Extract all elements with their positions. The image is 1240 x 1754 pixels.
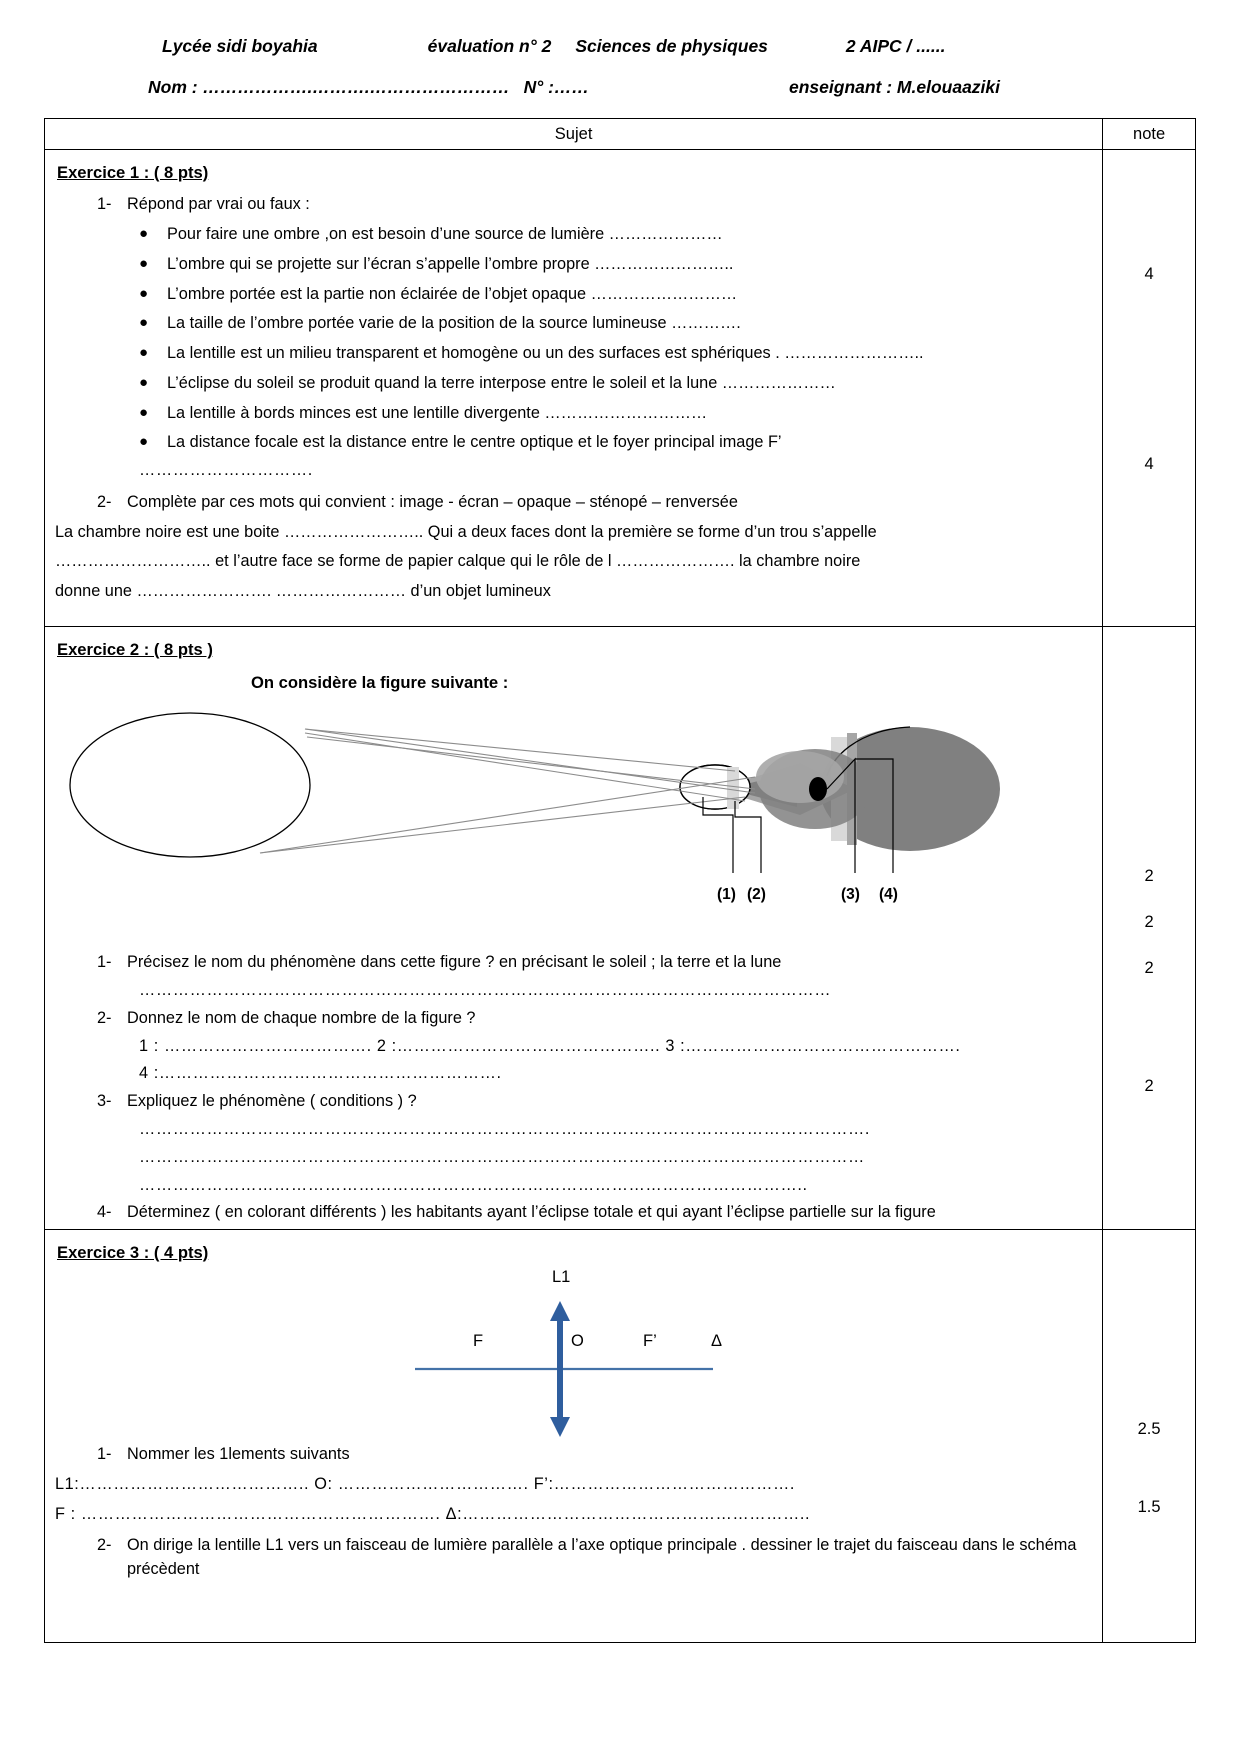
figure-2-title: On considère la figure suivante : <box>251 673 509 693</box>
light-ray <box>260 797 745 853</box>
statement-text: L’ombre portée est la partie non éclairée de l’objet opaque ……………………… <box>167 284 738 303</box>
figure-label-3: (3) <box>841 886 860 904</box>
light-ray <box>305 729 755 793</box>
list-item <box>139 430 1092 455</box>
sun-ellipse <box>70 713 310 857</box>
student-name-field[interactable]: Nom : ……………….……….…………………… <box>148 77 510 97</box>
question-text: Déterminez ( en colorant différents ) les habitants ayant l’éclipse totale et qui ayant l’éclipse partielle sur la figure <box>127 1203 936 1222</box>
exercise-3-question-1 <box>97 1442 1092 1467</box>
bullet-icon: ● <box>139 284 149 302</box>
answer-dots[interactable]: F : ………………………………………………………. Δ:…………………………………………………….. <box>55 1504 811 1523</box>
eclipse-diagram-svg <box>55 697 1085 945</box>
column-header-sujet: Sujet <box>45 119 1103 150</box>
figure-label-2: (2) <box>747 886 766 904</box>
statement-text: La lentille est un milieu transparent et homogène ou un des surfaces est sphériques . …………………….. <box>167 344 924 363</box>
question-text: Répond par vrai ou faux : <box>127 195 310 214</box>
exercise-2-notes <box>1103 626 1196 1229</box>
header-line-1 <box>44 36 1196 57</box>
teacher-name: enseignant : M.elouaaziki <box>789 77 1001 97</box>
bullet-icon: ● <box>139 224 149 242</box>
student-number-field[interactable]: N° :…… <box>523 77 589 97</box>
exercise-1-title: Exercice 1 : ( 8 pts) <box>57 163 209 182</box>
note-value: 4 <box>1144 455 1154 473</box>
optical-center-label: O <box>571 1332 584 1351</box>
answer-dots[interactable]: …………………………. <box>139 461 313 480</box>
lens-arrow-down <box>550 1417 570 1437</box>
evaluation-number: évaluation n° 2 <box>427 36 552 56</box>
column-header-note: note <box>1103 119 1196 150</box>
exercise-2-question-4 <box>97 1200 1092 1225</box>
exercise-3-title: Exercice 3 : ( 4 pts) <box>57 1243 209 1263</box>
bullet-icon: ● <box>139 403 149 421</box>
statement-text: La distance focale est la distance entre le centre optique et le foyer principal image F’ <box>167 433 782 452</box>
leader-line-2 <box>735 801 761 873</box>
class-name: 2 AIPC / ...... <box>845 36 946 56</box>
subject-name: Sciences de physiques <box>575 36 768 56</box>
exercise-2-question-1 <box>97 950 1092 975</box>
question-number: 4- <box>97 1203 112 1222</box>
note-value: 4 <box>1144 265 1154 283</box>
list-item <box>139 222 1092 247</box>
school-name: Lycée sidi boyahia <box>162 36 318 56</box>
shadow-region-light <box>756 751 844 803</box>
exercise-2-title: Exercice 2 : ( 8 pts ) <box>57 639 213 659</box>
eclipse-figure <box>55 697 1092 947</box>
list-item <box>139 252 1092 277</box>
lens-diagram-svg <box>55 1269 1085 1437</box>
exercise-2-content <box>45 626 1103 1229</box>
question-number: 1- <box>97 195 112 214</box>
focal-point-fprime-label: F’ <box>643 1332 657 1351</box>
lens-figure <box>55 1269 1092 1439</box>
moon-lit-strip <box>727 767 739 809</box>
answer-dots[interactable]: 4 :……………………………………………………. <box>139 1064 502 1083</box>
exercise-3-row <box>45 1230 1196 1643</box>
question-text: Nommer les 1lements suivants <box>127 1445 350 1464</box>
fill-in-line[interactable]: donne une ……………………. …………………… d’un objet lumineux <box>55 582 551 601</box>
exercise-1-notes <box>1103 150 1196 627</box>
statement-text: L’éclipse du soleil se produit quand la terre interpose entre le soleil et la lune ………………… <box>167 373 836 392</box>
list-item <box>139 371 1092 396</box>
question-number: 2- <box>97 1535 112 1554</box>
question-text: Complète par ces mots qui convient : image - écran – opaque – sténopé – renversée <box>127 492 738 511</box>
exercise-2-row <box>45 626 1196 1229</box>
exercise-3-notes <box>1103 1230 1196 1643</box>
exercise-1-content <box>45 150 1103 627</box>
light-ray <box>307 737 755 789</box>
question-text: Donnez le nom de chaque nombre de la figure ? <box>127 1008 476 1027</box>
exam-table <box>44 118 1196 1643</box>
list-item <box>139 311 1092 336</box>
exercise-3-question-2 <box>97 1533 1092 1583</box>
answer-dots[interactable]: …………………………………………………………………………………………………………… <box>139 981 832 1000</box>
question-number: 3- <box>97 1092 112 1111</box>
statement-text: La taille de l’ombre portée varie de la position de la source lumineuse …………. <box>167 314 741 333</box>
light-ray <box>305 729 735 771</box>
exercise-1-row <box>45 150 1196 627</box>
question-number: 1- <box>97 1445 112 1464</box>
axis-delta-label: Δ <box>711 1332 723 1351</box>
light-ray <box>260 777 755 853</box>
note-value: 2 <box>1144 866 1154 885</box>
list-item <box>139 401 1092 426</box>
bullet-icon: ● <box>139 344 149 362</box>
fill-in-line[interactable]: ……………………….. et l’autre face se forme de papier calque qui le rôle de l …………………. la chambre noire <box>55 552 861 571</box>
lens-label: L1 <box>552 1268 571 1287</box>
header-line-2 <box>44 77 1196 98</box>
bullet-icon: ● <box>139 254 149 272</box>
note-value: 1.5 <box>1137 1498 1161 1517</box>
figure-label-1: (1) <box>717 886 736 904</box>
statement-text: L’ombre qui se projette sur l’écran s’appelle l’ombre propre …………………….. <box>167 254 734 273</box>
question-number: 2- <box>97 492 112 511</box>
question-number: 1- <box>97 953 112 972</box>
figure-label-4: (4) <box>879 886 898 904</box>
note-value: 2 <box>1144 912 1154 931</box>
bullet-icon: ● <box>139 373 149 391</box>
note-value: 2.5 <box>1137 1420 1161 1439</box>
question-text: Expliquez le phénomène ( conditions ) ? <box>127 1092 417 1111</box>
light-ray <box>305 733 745 801</box>
umbra-spot <box>809 777 827 801</box>
statement-text: Pour faire une ombre ,on est besoin d’une source de lumière ………………… <box>167 224 723 243</box>
focal-point-f-label: F <box>473 1332 484 1351</box>
exercise-3-content <box>45 1230 1103 1643</box>
answer-dots[interactable]: L1:………………………………….. O: ……………………………. F’:……………………………………. <box>55 1475 796 1494</box>
answer-dots[interactable]: …………………………………………………………………………………………………………………. <box>139 1119 871 1138</box>
answer-dots[interactable]: ………………………………………………………………………………………………………………… <box>139 1147 865 1166</box>
list-item <box>139 341 1092 366</box>
answer-dots[interactable]: 1 : ………………………………. 2 :……………………………………….. 3 :…………………………………………. <box>139 1036 961 1055</box>
bullet-icon: ● <box>139 433 149 451</box>
list-item <box>139 282 1092 307</box>
answer-dots[interactable]: ……………………………………………………………………………………………………….. <box>139 1175 808 1194</box>
note-value: 2 <box>1144 958 1154 977</box>
question-text: On dirige la lentille L1 vers un faisceau de lumière parallèle a l’axe optique principale . dessiner le trajet du faisceau dans le schéma précèdent <box>127 1535 1077 1579</box>
table-header-row <box>45 119 1196 150</box>
exercise-2-question-2 <box>97 1006 1092 1031</box>
exercise-1-question-1 <box>97 192 1092 217</box>
bullet-icon: ● <box>139 314 149 332</box>
statement-text: La lentille à bords minces est une lentille divergente ………………………… <box>167 403 708 422</box>
fill-in-line[interactable]: La chambre noire est une boite …………………….. Qui a deux faces dont la première se forme d’un trou s’appelle <box>55 522 877 541</box>
question-number: 2- <box>97 1008 112 1027</box>
note-value: 2 <box>1144 1076 1154 1095</box>
exercise-1-question-2 <box>97 490 1092 515</box>
lens-arrow-up <box>550 1301 570 1321</box>
exercise-2-question-3 <box>97 1089 1092 1114</box>
question-text: Précisez le nom du phénomène dans cette figure ? en précisant le soleil ; la terre et la lune <box>127 953 782 972</box>
